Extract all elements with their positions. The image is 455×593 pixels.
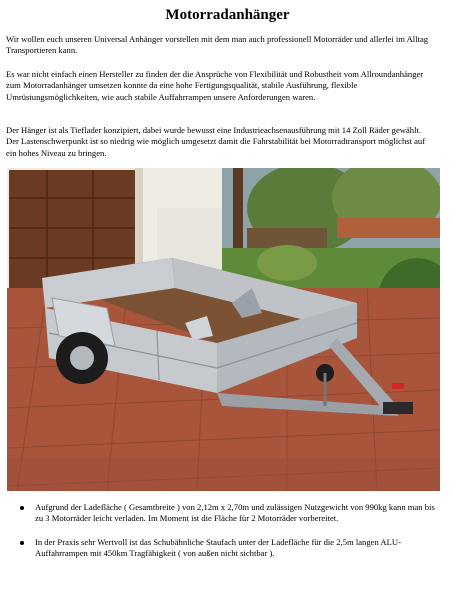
page-title: Motorradanhänger	[165, 7, 290, 23]
trailer-photo	[7, 168, 440, 491]
bullet-marker	[20, 506, 24, 510]
feature-storage-compartment: In der Praxis sehr Wertvoll ist das Schubähnliche Staufach unter der Ladefläche für die 2,5m langen ALU-Auffahrrampen mit 450km Tragfähigkeit ( von außen nicht sichtbar ).	[35, 536, 401, 559]
intro-paragraph: Wir wollen euch unseren Universal Anhänger vorstellen mit dem man auch professionell Motorräder und allerlei im Alltag Transportieren kann.	[6, 34, 429, 56]
bullet-marker	[20, 541, 24, 545]
feature-cargo-area: Aufgrund der Ladefläche ( Gesamtbreite ) von 2,12m x 2,70m und zulässigen Nutzgewicht von 990kg kann man bis zu 3 Motorräder leicht verladen. Im Moment ist die Fläche für 2 Motorräder vorbereitet.	[35, 502, 435, 524]
manufacturer-paragraph: Es war nicht einfach einen Hersteller zu finden der die Ansprüche von Flexibilität und Robustheit vom Allroundanhänger zum Motorradanhänger umsetzen konnte da eine hohe Fertigungsqualität, stabile Ausführung, flexible Umrüstungsmöglichkeiten, wie auch stabile Auffahrrampen unsere Anforderungen waren.	[6, 69, 424, 102]
list-item	[0, 537, 455, 560]
list-item	[0, 502, 455, 525]
lowloader-paragraph: Der Hänger ist als Tieflader konzipiert, dabei wurde bewusst eine Industrieachsenausführung mit 14 Zoll Räder gewählt. Der Lastenschwerpunkt ist so niedrig wie möglich umgesetzt damit die Fahrstabilität bei Motorradtransport möglichst auf ein hohes Niveau zu bringen.	[6, 125, 426, 158]
feature-list	[0, 502, 455, 572]
